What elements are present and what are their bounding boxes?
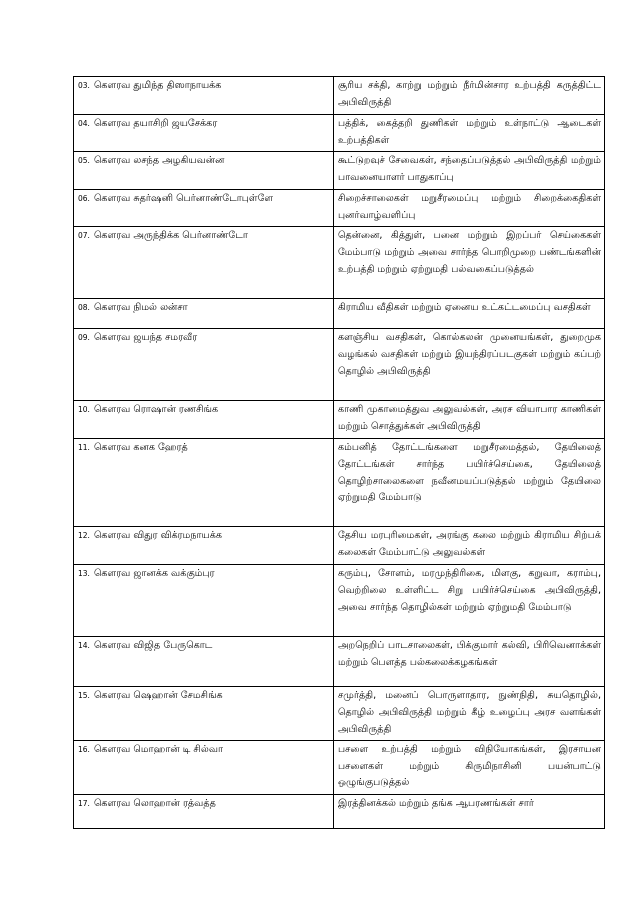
table-row: [74, 329, 605, 401]
table-row: [74, 637, 605, 687]
minister-cell: [74, 527, 334, 565]
portfolio-cell: பத்திக், கைத்தறி துணிகள் மற்றும் உள்நாட்டு ஆடைகள் உற்பத்திகள்: [334, 115, 605, 152]
minister-name: கௌரவ விதுர விக்ரமநாயக்க: [93, 530, 223, 542]
table-row: [74, 115, 605, 152]
row-number: 12.: [78, 531, 90, 541]
table-row: [74, 527, 605, 565]
row-number: 14.: [78, 641, 90, 651]
portfolio-cell: தேசிய மரபுரிமைகள், அரங்கு கலை மற்றும் கிராமிய சிற்பக் கலைகள் மேம்பாட்டு அலுவல்கள்: [334, 527, 605, 565]
row-number: 05.: [78, 156, 90, 166]
portfolio-cell: பசளை உற்பத்தி மற்றும் விநியோகங்கள், இரசாயன பசளைகள் மற்றும் கிருமிநாசினி பயன்பாட்டு ஒழுங்குபடுத்தல்: [334, 741, 605, 795]
minister-name: கௌரவ அருந்திக்க பெர்னாண்டோ: [93, 230, 248, 242]
minister-name: கௌரவ ஷெஹான் சேமசிங்க: [93, 690, 223, 702]
minister-name: கௌரவ நிமல் லன்சா: [93, 302, 188, 314]
minister-name: கௌரவ லொஹான் ரத்வத்த: [93, 797, 216, 809]
minister-cell: [74, 152, 334, 190]
table-row: [74, 687, 605, 741]
row-number: 06.: [78, 194, 90, 204]
minister-name: கௌரவ விஜித பேருகொட: [93, 640, 213, 652]
minister-name: கௌரவ மொஹான் டி சில்வா: [93, 744, 224, 756]
table-row: [74, 439, 605, 527]
minister-cell: [74, 77, 334, 115]
minister-name: கௌரவ சுதர்ஷனி பெர்னாண்டோபுள்ளே: [93, 193, 274, 205]
row-number: 15.: [78, 691, 90, 701]
minister-cell: [74, 794, 334, 828]
table-row: [74, 152, 605, 190]
minister-name: கௌரவ ஜானக்க வக்கும்புர: [93, 568, 215, 580]
portfolio-cell: தென்னை, கித்துள், பனை மற்றும் இறப்பர் செய்கைகள் மேம்பாடு மற்றும் அவை சார்ந்த பொறிமுறை பண்டங்களின் உற்பத்தி மற்றும் ஏற்றுமதி பல்வகைப்படுத்தல்: [334, 227, 605, 299]
table-row: [74, 741, 605, 795]
ministers-table: [73, 76, 605, 829]
portfolio-cell: கூட்டுறவுச் சேவைகள், சந்தைப்படுத்தல் அபிவிருத்தி மற்றும் பாவனையாளர் பாதுகாப்பு: [334, 152, 605, 190]
minister-cell: [74, 115, 334, 152]
portfolio-cell: சூரிய சக்தி, காற்று மற்றும் நீர்மின்சார உற்பத்தி கருத்திட்ட அபிவிருத்தி: [334, 77, 605, 115]
table-row: [74, 227, 605, 299]
table-row: [74, 565, 605, 637]
minister-name: கௌரவ ரொஷான் ரணசிங்க: [93, 404, 219, 416]
table-row: [74, 77, 605, 115]
table-row: [74, 190, 605, 227]
portfolio-cell: களஞ்சிய வசதிகள், கொல்கலன் முனையங்கள், துறைமுக வழங்கல் வசதிகள் மற்றும் இயந்திரப்படகுகள் மற்றும் கப்பற் தொழில் அபிவிருத்தி: [334, 329, 605, 401]
row-number: 07.: [78, 231, 90, 241]
row-number: 03.: [78, 81, 90, 90]
portfolio-cell: சமுர்த்தி, மனைப் பொருளாதார, நுண்நிதி, சுயதொழில், தொழில் அபிவிருத்தி மற்றும் கீழ் உழைப்பு அரச வளங்கள் அபிவிருத்தி: [334, 687, 605, 741]
portfolio-cell: கிராமிய வீதிகள் மற்றும் ஏனைய உட்கட்டமைப்பு வசதிகள்: [334, 299, 605, 329]
minister-cell: [74, 329, 334, 401]
portfolio-cell: கம்பனித் தோட்டங்களை மறுசீரமைத்தல், தேயிலைத் தோட்டங்கள் சார்ந்த பயிர்ச்செய்கை, தேயிலைத் தொழிற்சாலைகளை நவீனமயப்படுத்தல் மற்றும் தேயிலை ஏற்றுமதி மேம்பாடு: [334, 439, 605, 527]
table-body: [74, 77, 605, 829]
row-number: 04.: [78, 119, 90, 128]
row-number: 09.: [78, 333, 90, 343]
portfolio-cell: கரும்பு, சோளம், மரமுந்திரிகை, மிளகு, கறுவா, கராம்பு, வெற்றிலை உள்ளிட்ட சிறு பயிர்ச்செய்கை அபிவிருத்தி, அவை சார்ந்த தொழில்கள் மற்றும் ஏற்றுமதி மேம்பாடு: [334, 565, 605, 637]
minister-cell: [74, 637, 334, 687]
minister-cell: [74, 299, 334, 329]
table-row: [74, 794, 605, 828]
minister-cell: [74, 227, 334, 299]
table-row: [74, 299, 605, 329]
minister-cell: [74, 401, 334, 439]
minister-cell: [74, 190, 334, 227]
table-row: [74, 401, 605, 439]
minister-cell: [74, 687, 334, 741]
portfolio-cell: இரத்தினக்கல் மற்றும் தங்க ஆபரணங்கள் சார்: [334, 794, 605, 828]
row-number: 08.: [78, 303, 90, 313]
row-number: 11.: [78, 443, 90, 453]
row-number: 17.: [78, 798, 90, 808]
row-number: 10.: [78, 405, 90, 415]
minister-name: கௌரவ துமிந்த திஸாநாயக்க: [93, 80, 222, 91]
row-number: 13.: [78, 569, 90, 579]
minister-cell: [74, 439, 334, 527]
portfolio-cell: சிறைச்சாலைகள் மறுசீரமைப்பு மற்றும் சிறைக்கைதிகள் புனர்வாழ்வளிப்பு: [334, 190, 605, 227]
portfolio-cell: காணி முகாமைத்துவ அலுவல்கள், அரச வியாபார காணிகள் மற்றும் சொத்துக்கள் அபிவிருத்தி: [334, 401, 605, 439]
portfolio-cell: அறநெறிப் பாடசாலைகள், பிக்குமார் கல்வி, பிரிவெனாக்கள் மற்றும் பௌத்த பல்கலைக்கழகங்கள்: [334, 637, 605, 687]
minister-cell: [74, 565, 334, 637]
minister-cell: [74, 741, 334, 795]
minister-name: கௌரவ ஜயந்த சமரவீர: [93, 332, 198, 344]
minister-name: கௌரவ தயாசிறி ஜயசேக்கர: [93, 118, 218, 129]
minister-name: கௌரவ கனக ஹேரத்: [93, 442, 188, 454]
row-number: 16.: [78, 745, 90, 755]
minister-name: கௌரவ லசந்த அழகியவன்ன: [93, 155, 225, 167]
